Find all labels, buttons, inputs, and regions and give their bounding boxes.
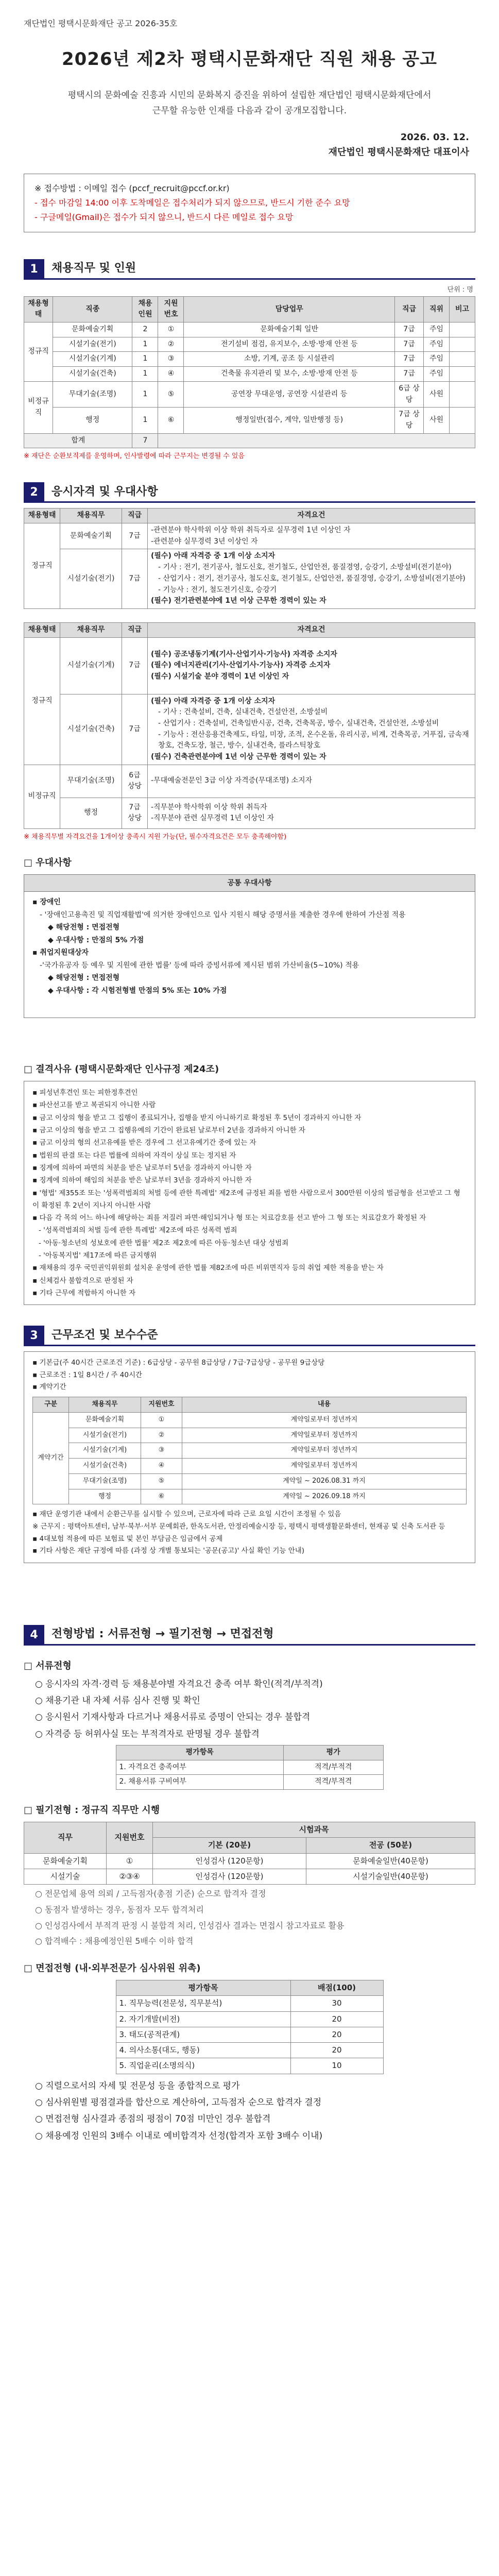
col-eval-item: 평가항목: [116, 1980, 290, 1996]
table-row: [24, 523, 475, 549]
table-row: [24, 367, 475, 382]
cell-grade: 7급 상당: [395, 408, 424, 433]
table-row: [33, 1459, 467, 1474]
cell-grade: 7급: [122, 637, 148, 694]
qualification-table-2: [24, 622, 475, 829]
col-grade: 직급: [122, 509, 148, 523]
page-title: 2026년 제2차 평택시문화재단 직원 채용 공고: [62, 48, 437, 70]
requirement-line: -무대예술전문인 3급 이상 자격증(무대조명) 소지자: [151, 776, 313, 785]
cell-duty: 문화예술기획 일반: [184, 323, 395, 337]
group-regular: 정규직: [24, 523, 60, 609]
cell-content: 계약일 ~ 2026.08.31 까지: [182, 1473, 467, 1489]
cell-note: [450, 408, 475, 433]
requirement-line: (필수) 아래 자격증 중 1개 이상 소지자: [151, 552, 276, 561]
requirement-line: -관련분야 학사학위 이상 학위 취득자로 실무경력 1년 이상인 자: [151, 526, 351, 535]
list-item: ○ 직렬으로서의 자세 및 전문성 등을 종합적으로 평가: [35, 2080, 240, 2091]
table-row: [24, 352, 475, 367]
col-employment-type: 채용형태: [24, 296, 53, 322]
col-grade: 직급: [122, 622, 148, 637]
cell-duty: 문화예술기획: [24, 1853, 107, 1869]
intro-line-1: 평택시의 문화예술 진흥과 시민의 문화복지 증진을 위하여 설립한 재단법인 평택시문화재단에서: [67, 90, 432, 101]
cell-duty: 시설기술: [24, 1869, 107, 1884]
requirement-line: - 기능사 : 전산응용건축제도, 타일, 미장, 조적, 온수온돌, 유리시공, 비계, 건축목공, 거푸집, 금속재창호, 건축도장, 철근, 방수, 실내건축, 플라스틱창호: [158, 730, 469, 750]
col-eval-item: 평가항목: [116, 1745, 283, 1760]
list-item: ○ 채용예정 인원의 3배수 이내로 예비합격자 선정(합격자 포함 3배수 이내): [35, 2130, 323, 2141]
deadline-warning: - 접수 마감일 14:00 이후 도착메일은 접수처리가 되지 않으므로, 반드시 기한 준수 요망: [35, 197, 350, 208]
section-4-header: [24, 1625, 475, 1646]
table-row: [116, 1775, 383, 1790]
col-duty: 담당업무: [184, 296, 395, 322]
cell-note: [450, 352, 475, 367]
cell-requirements: [148, 694, 475, 765]
list-item: ▪ 기본급(주 40시간 근로조건 기준) : 6급상당 - 공무원 8급상당 / 7급·7급상당 - 공무원 9급상당: [32, 1359, 325, 1367]
cell-requirements: [148, 798, 475, 828]
requirement-line: (필수) 에너지관리(기사·산업기사·기능사) 자격증 소지자: [151, 661, 331, 670]
cell-eval: 적격/부적격: [283, 1775, 383, 1790]
list-item: ▪ 신체검사 불합격으로 판정된 자: [32, 1276, 133, 1285]
list-item: ▪ '형법' 제355조 또는 '성폭력범죄의 처벌 등에 관한 특례법' 제2조에 규정된 죄를 범한 사람으로서 300만원 이상의 벌금형을 선고받고 그 형이 확정된 후 2년이 지나지 아니한 사람: [32, 1189, 460, 1210]
section-2-number: 2: [24, 482, 44, 503]
list-item: ○ 채용기관 내 자체 서류 심사 진행 및 확인: [35, 1696, 200, 1706]
pref-line: ◆ 우대사항 : 각 시험전형별 만점의 5% 또는 10% 가점: [48, 986, 227, 995]
cell-no: ⑥: [141, 1489, 182, 1504]
col-job: 채용직무: [60, 622, 122, 637]
table-row: [33, 1473, 467, 1489]
cell-type: 시설기술(건축): [53, 367, 132, 382]
list-item: ○ 응시원서 기재사항과 다르거나 채용서류로 증명이 안되는 경우 불합격: [35, 1712, 311, 1723]
cell-no: ①: [141, 1412, 182, 1428]
col-job: 채용직무: [69, 1397, 141, 1413]
table-row: [116, 2043, 383, 2058]
section-4-title: 전형방법 : 서류전형 → 필기전형 → 면접전형: [44, 1625, 475, 1646]
col-note: 비고: [450, 296, 475, 322]
cell-content: 계약일 ~ 2026.09.18 까지: [182, 1489, 467, 1504]
cell-duty: 행정일반(접수, 계약, 일반행정 등): [184, 408, 395, 433]
cell-no: ④: [158, 367, 184, 382]
list-item: ○ 동점자 발생하는 경우, 동점자 모두 합격처리: [35, 1904, 204, 1914]
table-row: [24, 1869, 475, 1884]
total-count: 7: [132, 433, 158, 448]
pref-line: ◆ 해당전형 : 면접전형: [48, 923, 120, 932]
cell-duty: 전기설비 점검, 유지보수, 소방·방재 안전 등: [184, 337, 395, 352]
requirement-line: -직무분야 학사학위 이상 학위 취득자: [151, 803, 267, 811]
cell-grade: 7급: [395, 337, 424, 352]
cell-duty: 문화예술기획: [69, 1412, 141, 1428]
cell-no: ⑥: [158, 408, 184, 433]
pref-line: ▪ 장애인: [32, 898, 61, 907]
cell-grade: 7급: [122, 523, 148, 549]
pref-line: ▪ 취업지원대상자: [32, 948, 89, 957]
cell-note: [450, 337, 475, 352]
preference-box-title: 공통 우대사항: [24, 875, 475, 892]
table-row: [24, 637, 475, 694]
table-row: [24, 337, 475, 352]
col-general: 기본 (20분): [153, 1838, 306, 1853]
cell-grade: 7급: [122, 694, 148, 765]
list-item: ▪ 금고 이상의 형을 받고 그 집행이 종료되거나, 집행을 받지 아니하기로 확정된 후 5년이 경과하지 아니한 자: [32, 1113, 362, 1122]
cell-count: 1: [132, 352, 158, 367]
cell-no: ②③④: [107, 1869, 153, 1884]
cell-type: 시설기술(전기): [53, 337, 132, 352]
list-item: ○ 인성검사에서 부적격 판정 시 불합격 처리, 인성검사 결과는 면접시 참고자료로 활용: [35, 1920, 345, 1930]
cell-duty: 시설기술(전기): [60, 549, 122, 608]
cell-count: 1: [132, 381, 158, 407]
cell-count: 1: [132, 337, 158, 352]
cell-note: [450, 381, 475, 407]
intro-line-2: 근무할 유능한 인재를 다음과 같이 공개모집합니다.: [152, 106, 347, 116]
cell-content: 계약일로부터 정년까지: [182, 1428, 467, 1443]
cell-note: [450, 367, 475, 382]
list-item: ▪ 징계에 의하여 해임의 처분을 받은 날로부터 3년을 경과하지 아니한 자: [32, 1176, 252, 1185]
col-employment-type: 채용형태: [24, 509, 60, 523]
col-job-type: 직종: [53, 296, 132, 322]
cell-pos: 사원: [424, 381, 450, 407]
list-item: ▪ 재채용의 경우 국민권익위원회 설치운 운영에 관한 법률 제82조에 따른 비위면직자 등의 취업 제한 적용을 받는 자: [32, 1264, 384, 1273]
cell-duty: 시설기술(기계): [60, 637, 122, 694]
col-headcount: 채용인원: [132, 296, 158, 322]
cell-duty: 행정: [60, 798, 122, 828]
qualification-table-1: [24, 508, 475, 609]
cell-duty: 시설기술(기계): [69, 1443, 141, 1459]
preference-box: [24, 874, 475, 1019]
positions-table: [24, 296, 475, 449]
cell-no: ⑤: [141, 1473, 182, 1489]
cell-grade: 7급: [395, 352, 424, 367]
cell-content: 계약일로부터 정년까지: [182, 1443, 467, 1459]
group-regular: 정규직: [24, 323, 53, 382]
list-item: ▪ 금고 이상의 형을 받고 그 집행유예의 기간이 완료된 날로부터 2년을 경과하지 아니한 자: [32, 1126, 305, 1135]
disqualification-heading: □ 결격사유 (평택시문화재단 인사규정 제24조): [24, 1064, 219, 1075]
cell-general: 인성검사 (120문항): [153, 1853, 306, 1869]
cell-no: ⑤: [158, 381, 184, 407]
cell-grade: 7급: [395, 367, 424, 382]
contract-period-table: [32, 1397, 467, 1504]
interview-eval-table: [116, 1980, 384, 2074]
cell-no: ②: [158, 337, 184, 352]
table-row: [24, 549, 475, 608]
requirement-line: - 산업기사 : 건축설비, 건축일반시공, 건축, 건축목공, 방수, 실내건축, 건설안전, 소방설비: [158, 719, 439, 727]
cell-duty: 공연장 무대운영, 공연장 시설관리 등: [184, 381, 395, 407]
list-item: ▪ 기타 근무에 적합하지 아니한 자: [32, 1289, 136, 1297]
cell-duty: 무대기술(조명): [60, 765, 122, 798]
section-1-header: [24, 259, 475, 280]
cell-pos: 주임: [424, 323, 450, 337]
list-item: - '아동복지법' 제17조에 따른 금지행위: [39, 1251, 157, 1260]
cell-duty: 시설기술(건축): [69, 1459, 141, 1474]
cell-requirements: [148, 523, 475, 549]
col-category: 구분: [33, 1397, 69, 1413]
table-row: [116, 2011, 383, 2027]
cell-item: 4. 의사소통(대도, 행동): [116, 2043, 290, 2058]
requirement-line: (필수) 아래 자격증 중 1개 이상 소지자: [151, 697, 276, 705]
document-eval-table: [116, 1745, 384, 1790]
cell-content: 계약일로부터 정년까지: [182, 1412, 467, 1428]
col-score: 배점(100): [290, 1980, 383, 1996]
table-row: [24, 408, 475, 433]
list-item: ▪ 기타 사항은 재단 규정에 따름 (과정 상 개별 통보되는 '공문(공고)' 사실 확인 기능 안내): [32, 1547, 305, 1555]
cell-type: 시설기술(기계): [53, 352, 132, 367]
announcement-date: 2026. 03. 12.: [400, 131, 469, 143]
working-conditions-box: [24, 1351, 475, 1563]
cell-no: ②: [141, 1428, 182, 1443]
table-row: [33, 1412, 467, 1428]
col-specialty: 전공 (50분): [306, 1838, 475, 1853]
list-item: - '성폭력범죄의 처벌 등에 관한 특례법' 제2조에 따른 성폭력 범죄: [39, 1226, 237, 1235]
col-position: 직위: [424, 296, 450, 322]
cell-grade: 6급 상당: [122, 765, 148, 798]
cell-score: 20: [290, 2011, 383, 2027]
cell-pos: 주임: [424, 367, 450, 382]
cell-duty: 소방, 기계, 공조 등 시설관리: [184, 352, 395, 367]
list-item: ※ 근무지 : 평택아트센터, 남부·북부·서부 문예회관, 한옥도서관, 안정리예술시장 등, 평택시 평택생활문화센터, 현재공 및 신축 도서관 등: [32, 1522, 445, 1531]
list-item: ▪ 금고 이상의 형의 선고유예를 받은 경우에 그 선고유예기간 중에 있는 자: [32, 1139, 256, 1147]
col-job: 직무: [24, 1822, 107, 1854]
total-label: 합계: [24, 433, 132, 448]
table-row: [24, 323, 475, 337]
list-item: ○ 심사위원별 평점결과를 합산으로 계산하여, 고득점자 순으로 합격자 결정: [35, 2097, 322, 2108]
cell-score: 30: [290, 1996, 383, 2011]
col-grade: 직급: [395, 296, 424, 322]
section-1-title: 채용직무 및 인원: [44, 259, 475, 280]
list-item: ▪ 파산선고를 받고 복권되지 아니한 사람: [32, 1101, 156, 1110]
written-exam-heading: □ 필기전형 : 정규직 직무만 시행: [24, 1805, 160, 1816]
cell-item: 5. 직업윤리(소명의식): [116, 2058, 290, 2074]
list-item: ▪ 법원의 판결 또는 다른 법률에 의하여 자격이 상실 또는 정지된 자: [32, 1151, 236, 1160]
cell-eval: 적격/부적격: [283, 1760, 383, 1775]
list-item: ▪ 다음 각 목의 어느 하나에 해당하는 죄를 저질러 파면·해임되거나 형 또는 치료감호를 선고 받아 그 형 또는 치료감호가 확정된 자: [32, 1214, 426, 1223]
requirement-line: - 기사 : 건축설비, 건축, 실내건축, 건설안전, 소방설비: [158, 708, 328, 717]
cell-score: 10: [290, 2058, 383, 2074]
cell-duty: 건축물 유지관리 및 보수, 소방·방재 안전 등: [184, 367, 395, 382]
list-item: ▪ 재단 운영기관 내에서 순환근무를 실시할 수 있으며, 근로자에 따라 근로 요일 시간이 조정될 수 있음: [32, 1510, 341, 1519]
section-3-header: [24, 1326, 475, 1346]
announcement-number: 재단법인 평택시문화재단 공고 2026-35호: [24, 19, 178, 28]
intro-text: [24, 88, 475, 119]
section-2-header: [24, 482, 475, 503]
list-item: ○ 면접전형 심사결과 종점의 평점이 70점 미만인 경우 불합격: [35, 2114, 271, 2125]
cell-general: 인성검사 (120문항): [153, 1869, 306, 1884]
requirement-line: - 산업기사 : 전기, 전기공사, 철도신호, 전기철도, 산업안전, 품질경영, 승강기, 소방설비(전기분야): [158, 574, 466, 583]
cell-requirements: [148, 765, 475, 798]
col-exam-subject: 시험과목: [153, 1822, 475, 1838]
cell-pos: 주임: [424, 337, 450, 352]
cell-item: 3. 태도(공적관계): [116, 2027, 290, 2042]
interview-heading: □ 면접전형 (내·외부전문가 심사위원 위촉): [24, 1963, 201, 1974]
section-3-number: 3: [24, 1326, 44, 1346]
section-3-title: 근무조건 및 보수수준: [44, 1326, 475, 1346]
requirement-line: (필수) 전기관련분야에 1년 이상 근무한 경력이 있는 자: [151, 597, 326, 605]
cell-duty: 문화예술기획: [60, 523, 122, 549]
cell-requirements: [148, 549, 475, 608]
cell-type: 문화예술기획: [53, 323, 132, 337]
cell-no: ③: [158, 352, 184, 367]
table-row: [116, 2058, 383, 2074]
cell-count: 1: [132, 367, 158, 382]
col-apply-number: 지원번호: [107, 1822, 153, 1854]
pref-line: -'국가유공자 등 예우 및 지원에 관한 법률' 등에 따라 증빙서류에 제시된 범위 가산비율(5~10%) 적용: [40, 961, 359, 970]
cell-pos: 주임: [424, 352, 450, 367]
requirement-line: - 기사 : 전기, 전기공사, 철도신호, 전기철도, 산업안전, 품질경영, 승강기, 소방설비(전기분야): [158, 563, 452, 572]
col-eval-result: 평가: [283, 1745, 383, 1760]
cell-item: 1. 직무능력(전문성, 직무분석): [116, 1996, 290, 2011]
cell-item: 2. 자기개발(비전): [116, 2011, 290, 2027]
cell-no: ③: [141, 1443, 182, 1459]
gmail-warning: - 구글메일(Gmail)은 접수가 되지 않으니, 반드시 다른 메일로 접수 요망: [35, 212, 294, 222]
col-content: 내용: [182, 1397, 467, 1413]
cell-pos: 사원: [424, 408, 450, 433]
list-item: ○ 합격배수 : 채용예정인원 5배수 이하 합격: [35, 1936, 194, 1946]
cell-content: 계약일로부터 정년까지: [182, 1459, 467, 1474]
list-item: ▪ 징계에 의하여 파면의 처분을 받은 날로부터 5년을 경과하지 아니한 자: [32, 1163, 252, 1172]
cell-grade: 7급 상당: [122, 798, 148, 828]
application-method: ※ 접수방법 : 이메일 접수 (pccf_recruit@pccf.or.kr): [35, 183, 230, 193]
table-row: [24, 694, 475, 765]
col-requirements: 자격요건: [148, 622, 475, 637]
cell-no: ①: [158, 323, 184, 337]
cell-type: 무대기술(조명): [53, 381, 132, 407]
signature-block: [24, 130, 475, 160]
list-item: ○ 전문업체 용역 의뢰 / 고득점자(총점 기준) 순으로 합격자 결정: [35, 1889, 266, 1899]
pref-line: ◆ 해당전형 : 면접전형: [48, 974, 120, 982]
requirement-line: (필수) 공조냉동기계(기사·산업기사·기능사) 자격증 소지자: [151, 650, 337, 658]
cell-duty: 시설기술(건축): [60, 694, 122, 765]
table-row: [116, 1996, 383, 2011]
table-row: [33, 1489, 467, 1504]
cell-duty: 무대기술(조명): [69, 1473, 141, 1489]
requirement-line: (필수) 시설기술 분야 경력이 1년 이상인 자: [151, 672, 289, 681]
table-row: [33, 1443, 467, 1459]
group-nonregular: 비정규직: [24, 765, 60, 828]
cell-no: ④: [141, 1459, 182, 1474]
col-apply-number: 지원번호: [141, 1397, 182, 1413]
total-filler: [158, 433, 475, 448]
cell-count: 1: [132, 408, 158, 433]
cell-no: ①: [107, 1853, 153, 1869]
cell-note: [450, 323, 475, 337]
list-item: ○ 자격증 등 허위사실 또는 부적격자로 판명될 경우 불합격: [35, 1728, 260, 1739]
organization-name: 재단법인 평택시문화재단 대표이사: [328, 146, 469, 158]
cell-type: 행정: [53, 408, 132, 433]
cell-item: 2. 채용서류 구비여부: [116, 1775, 283, 1790]
section-2-title: 응시자격 및 우대사항: [44, 482, 475, 503]
table-row: [24, 1853, 475, 1869]
col-requirements: 자격요건: [148, 509, 475, 523]
section-1-number: 1: [24, 259, 44, 280]
list-item: - '아동·청소년의 성보호에 관한 법률' 제2조 제2호에 따른 아동·청소년 대상 성범죄: [39, 1239, 289, 1247]
table-row: [24, 765, 475, 798]
cell-specialty: 시설기술일반(40문항): [306, 1869, 475, 1884]
cell-grade: 7급: [395, 323, 424, 337]
section-4: [24, 1625, 475, 2143]
table-row: [24, 798, 475, 828]
list-item: ▪ 계약기간: [32, 1383, 66, 1392]
cell-score: 20: [290, 2027, 383, 2042]
cell-grade: 6급 상당: [395, 381, 424, 407]
disqualification-box: [24, 1081, 475, 1305]
cell-duty: 행정: [69, 1489, 141, 1504]
list-item: ▪ 4대보험 적용에 따른 보험료 및 본인 부담금은 임금에서 공제: [32, 1534, 223, 1543]
cell-item: 1. 자격요건 충족여부: [116, 1760, 283, 1775]
unit-label: 단위 : 명: [447, 285, 473, 294]
cell-duty: 시설기술(전기): [69, 1428, 141, 1443]
total-row: [24, 433, 475, 448]
table-row: [24, 381, 475, 407]
col-job: 채용직무: [60, 509, 122, 523]
table-row: [116, 1760, 383, 1775]
requirement-line: (필수) 건축관련분야에 1년 이상 근무한 경력이 있는 자: [151, 753, 326, 761]
cell-specialty: 문화예술일반(40문항): [306, 1853, 475, 1869]
list-item: ○ 응시자의 자격·경력 등 채용분야별 자격요건 충족 여부 확인(적격/부적격): [35, 1679, 323, 1689]
requirement-line: -직무분야 관련 실무경력 1년 이상인 자: [151, 814, 274, 823]
section-4-number: 4: [24, 1625, 44, 1646]
section-1-footnote: ※ 재단은 순환보직제를 운영하며, 인사발령에 따라 근무지는 변경될 수 있음: [24, 452, 245, 461]
group-nonregular: 비정규직: [24, 381, 53, 433]
cell-count: 2: [132, 323, 158, 337]
cell-grade: 7급: [122, 549, 148, 608]
table-row: [33, 1428, 467, 1443]
written-exam-table: [24, 1822, 475, 1885]
group-contract-period: 계약기간: [33, 1412, 69, 1504]
group-regular: 정규직: [24, 637, 60, 765]
pref-line: ◆ 우대사항 : 만점의 5% 가점: [48, 936, 144, 944]
requirement-line: - 기능사 : 전기, 철도전기신호, 승강기: [158, 585, 277, 594]
list-item: ▪ 근로조건 : 1일 8시간 / 주 40시간: [32, 1370, 143, 1379]
col-apply-number: 지원번호: [158, 296, 184, 322]
application-notice-box: [24, 174, 475, 232]
pref-line: - '장애인고용촉진 및 직업재활법'에 의거한 장애인으로 입사 지원시 해당 증명서를 제출한 경우에 한하여 가산점 적용: [40, 910, 406, 919]
requirement-line: -관련분야 실무경력 3년 이상인 자: [151, 537, 258, 546]
document-screening-heading: □ 서류전형: [24, 1660, 72, 1671]
section-2-footnote: ※ 채용직무별 자격요건을 1개이상 충족시 지원 가능(단, 필수자격요건은 모두 충족해야함): [24, 833, 287, 841]
table-row: [116, 2027, 383, 2042]
list-item: ▪ 피성년후견인 또는 피한정후견인: [32, 1089, 138, 1097]
cell-score: 20: [290, 2043, 383, 2058]
preference-heading: □ 우대사항: [24, 857, 72, 868]
cell-requirements: [148, 637, 475, 694]
col-employment-type: 채용형태: [24, 622, 60, 637]
